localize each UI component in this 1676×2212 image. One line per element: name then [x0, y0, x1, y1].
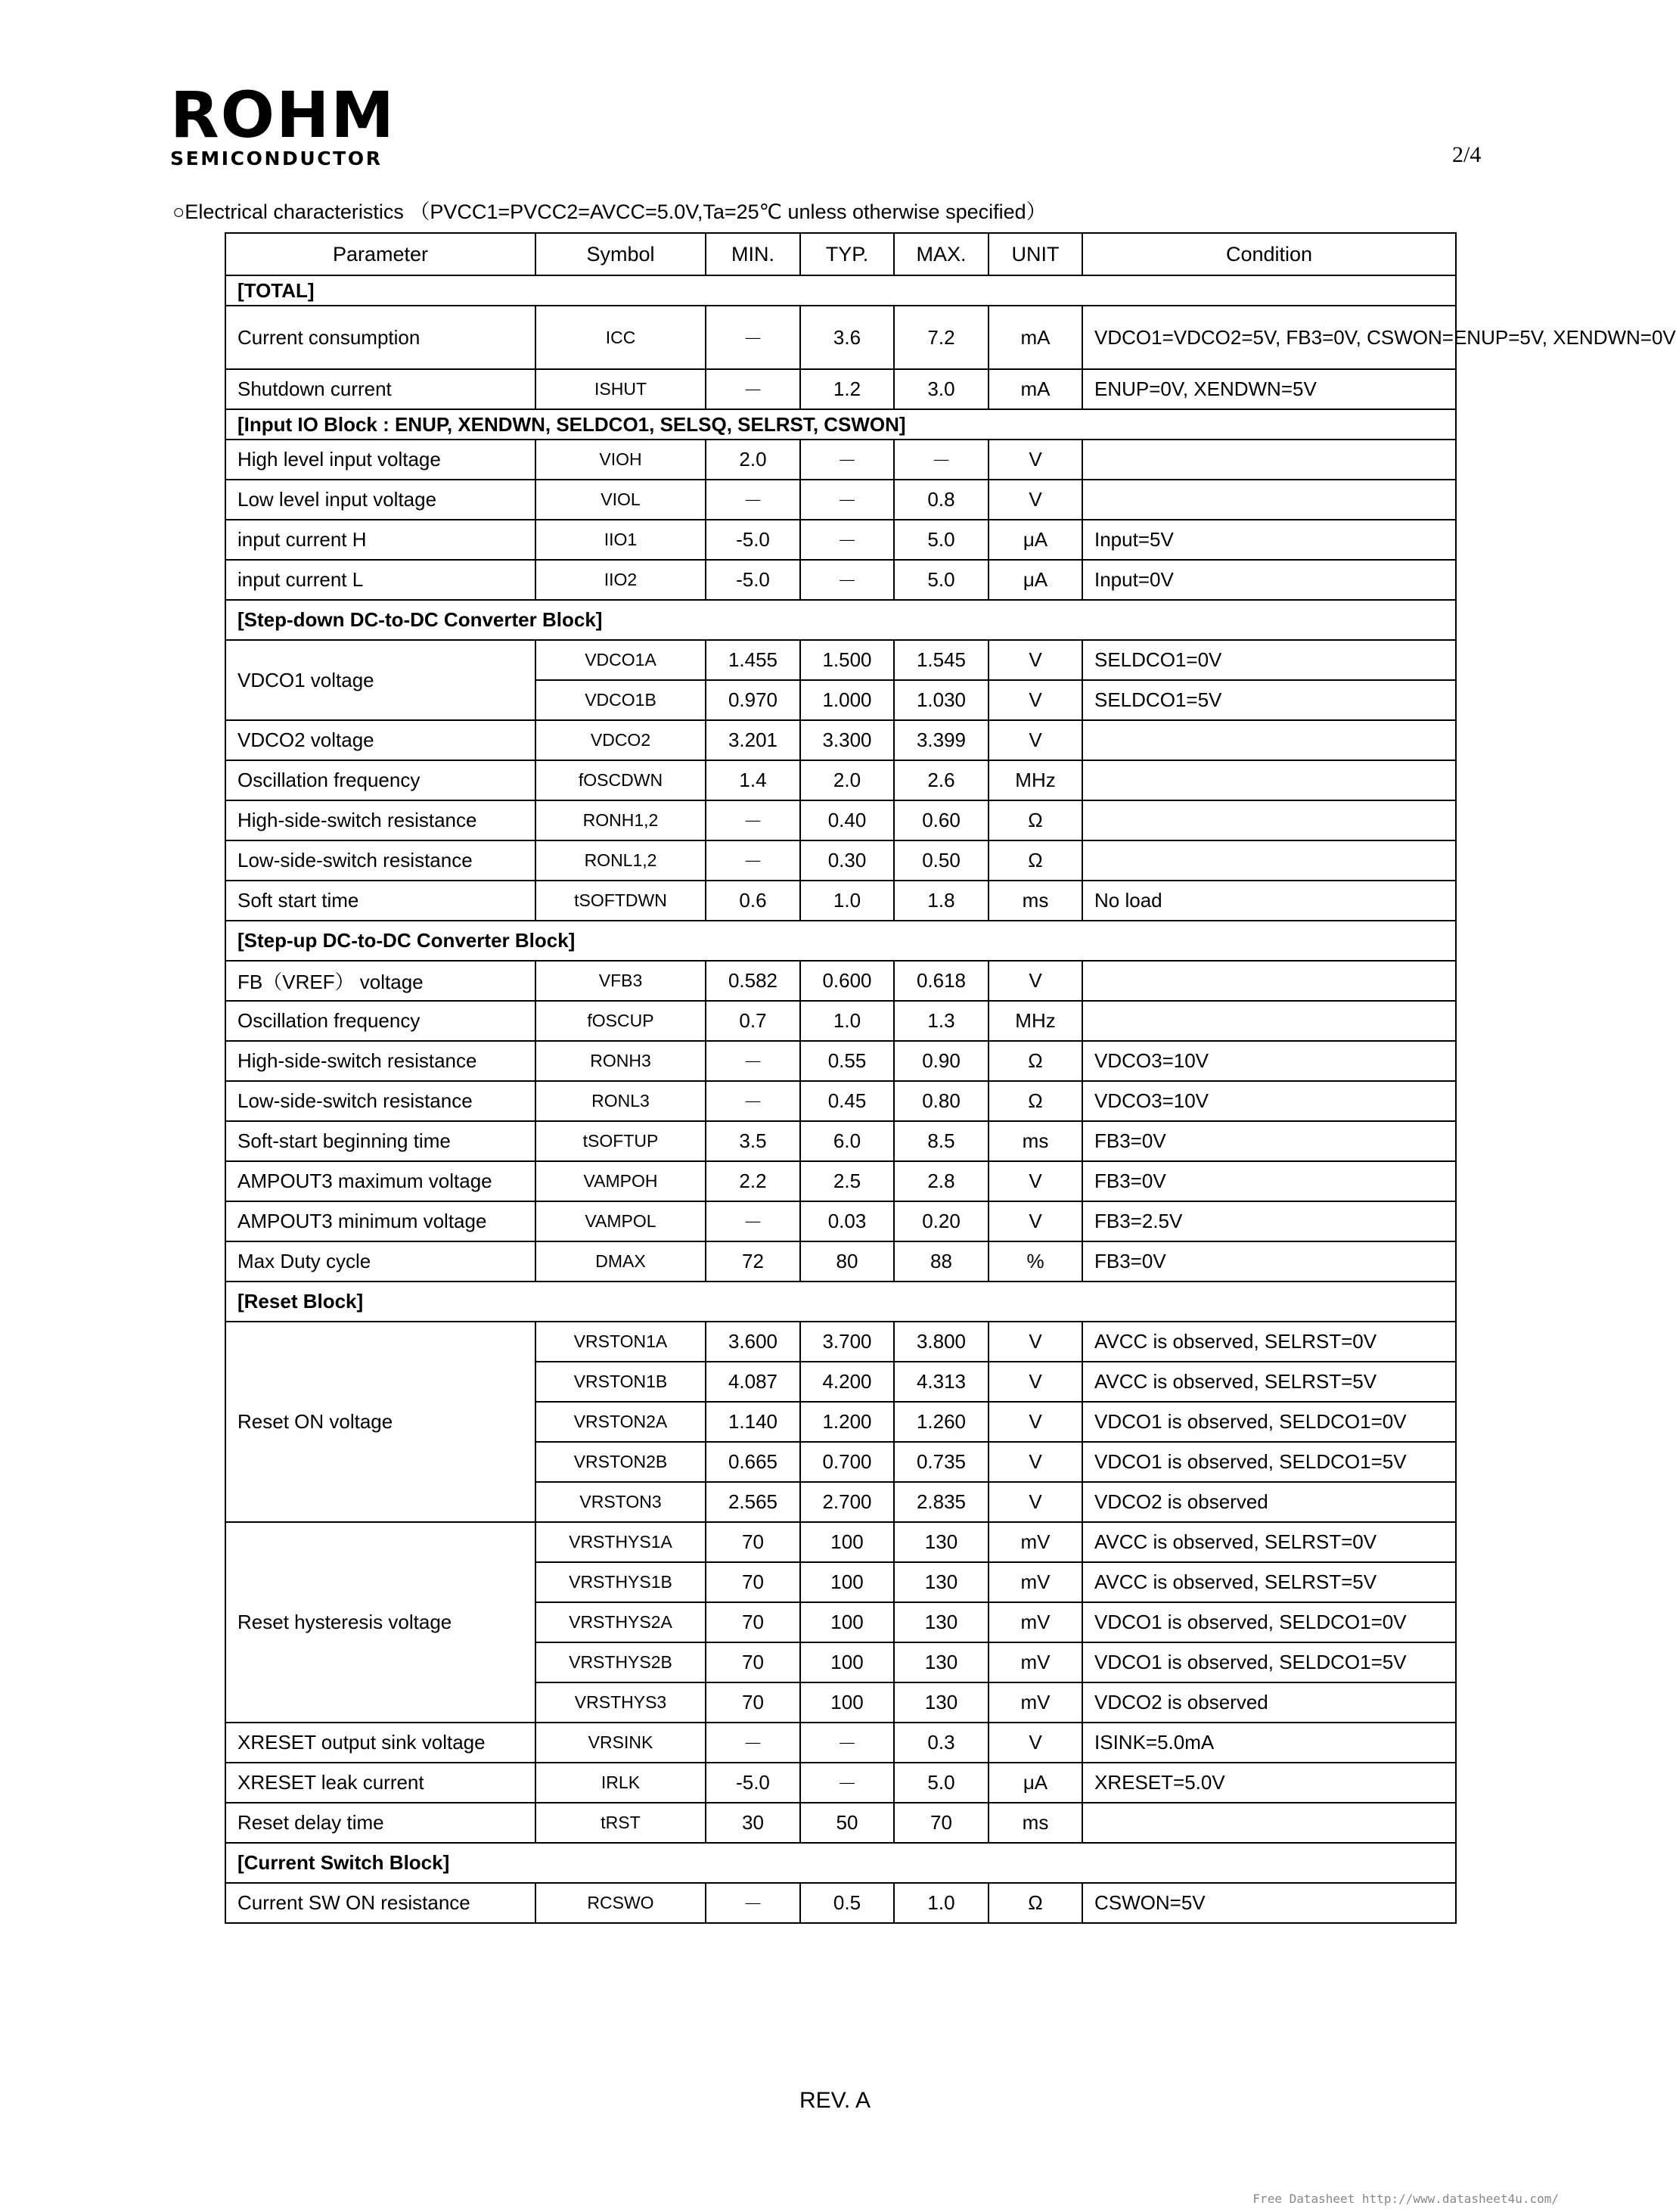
max-cell: 0.8 — [894, 480, 989, 520]
min-cell: 2.2 — [706, 1161, 800, 1201]
condition-cell: ENUP=0V, XENDWN=5V — [1082, 369, 1456, 409]
condition-cell: Input=0V — [1082, 560, 1456, 600]
condition-cell: FB3=2.5V — [1082, 1201, 1456, 1241]
typ-cell: 3.300 — [800, 720, 894, 760]
typ-cell: － — [800, 520, 894, 560]
max-cell: 0.90 — [894, 1041, 989, 1081]
symbol-cell: VDCO1A — [535, 640, 706, 680]
unit-cell: mA — [989, 369, 1082, 409]
condition-cell: FB3=0V — [1082, 1121, 1456, 1161]
unit-cell: mV — [989, 1642, 1082, 1682]
symbol-cell: RCSWO — [535, 1883, 706, 1923]
table-row — [225, 520, 1456, 560]
typ-cell: 3.700 — [800, 1322, 894, 1362]
min-cell: 4.087 — [706, 1362, 800, 1402]
condition-cell: AVCC is observed, SELRST=5V — [1082, 1362, 1456, 1402]
typ-cell: － — [800, 1723, 894, 1763]
typ-cell: 0.700 — [800, 1442, 894, 1482]
min-cell: － — [706, 1041, 800, 1081]
parameter-cell: Current consumption — [225, 306, 535, 369]
parameter-cell: XRESET leak current — [225, 1763, 535, 1803]
condition-cell: FB3=0V — [1082, 1241, 1456, 1282]
typ-cell: 0.45 — [800, 1081, 894, 1121]
table-row — [225, 640, 1456, 680]
max-cell: 88 — [894, 1241, 989, 1282]
condition-cell: VDCO2 is observed — [1082, 1482, 1456, 1522]
max-cell: 4.313 — [894, 1362, 989, 1402]
revision-label: REV. A — [799, 2088, 871, 2113]
parameter-cell: High level input voltage — [225, 440, 535, 480]
unit-cell: V — [989, 1723, 1082, 1763]
max-cell: 70 — [894, 1803, 989, 1843]
typ-cell: 0.40 — [800, 800, 894, 840]
unit-cell: MHz — [989, 1001, 1082, 1041]
column-header-condition: Condition — [1082, 233, 1456, 275]
max-cell: 2.6 — [894, 760, 989, 800]
typ-cell: 0.55 — [800, 1041, 894, 1081]
condition-cell: SELDCO1=5V — [1082, 680, 1456, 720]
typ-cell: 100 — [800, 1522, 894, 1562]
min-cell: 70 — [706, 1682, 800, 1723]
parameter-cell: Oscillation frequency — [225, 1001, 535, 1041]
parameter-cell: Reset hysteresis voltage — [225, 1522, 535, 1723]
table-row — [225, 800, 1456, 840]
typ-cell: － — [800, 440, 894, 480]
min-cell: － — [706, 1883, 800, 1923]
table-row — [225, 480, 1456, 520]
min-cell: 70 — [706, 1522, 800, 1562]
parameter-cell: Current SW ON resistance — [225, 1883, 535, 1923]
condition-cell: No load — [1082, 881, 1456, 921]
min-cell: － — [706, 1723, 800, 1763]
typ-cell: 50 — [800, 1803, 894, 1843]
condition-cell: AVCC is observed, SELRST=5V — [1082, 1562, 1456, 1602]
electrical-characteristics-table — [225, 232, 1676, 1924]
table-row — [225, 881, 1456, 921]
max-cell: 5.0 — [894, 520, 989, 560]
section-row — [225, 275, 1456, 306]
max-cell: 5.0 — [894, 560, 989, 600]
unit-cell: V — [989, 1442, 1082, 1482]
symbol-cell: VRSTON2B — [535, 1442, 706, 1482]
condition-cell: CSWON=5V — [1082, 1883, 1456, 1923]
column-header-symbol: Symbol — [535, 233, 706, 275]
table-row — [225, 1161, 1456, 1201]
max-cell: 3.0 — [894, 369, 989, 409]
table-row — [225, 1322, 1456, 1362]
min-cell: 0.970 — [706, 680, 800, 720]
symbol-cell: VRSINK — [535, 1723, 706, 1763]
condition-cell: ISINK=5.0mA — [1082, 1723, 1456, 1763]
table-row — [225, 1081, 1456, 1121]
min-cell: 0.7 — [706, 1001, 800, 1041]
symbol-cell: VRSTHYS2B — [535, 1642, 706, 1682]
symbol-cell: VRSTHYS3 — [535, 1682, 706, 1723]
typ-cell: 100 — [800, 1562, 894, 1602]
table-row — [225, 1723, 1456, 1763]
rohm-logo — [170, 78, 396, 169]
column-header-unit: UNIT — [989, 233, 1082, 275]
condition-cell — [1082, 760, 1456, 800]
parameter-cell: High-side-switch resistance — [225, 1041, 535, 1081]
table-row — [225, 1001, 1456, 1041]
max-cell: 130 — [894, 1682, 989, 1723]
min-cell: 3.600 — [706, 1322, 800, 1362]
symbol-cell: VRSTON1B — [535, 1362, 706, 1402]
condition-cell: VDCO1 is observed, SELDCO1=5V — [1082, 1442, 1456, 1482]
table-row — [225, 440, 1456, 480]
max-cell: 2.8 — [894, 1161, 989, 1201]
symbol-cell: VRSTON2A — [535, 1402, 706, 1442]
parameter-cell: High-side-switch resistance — [225, 800, 535, 840]
section-title: [TOTAL] — [225, 275, 1456, 306]
condition-cell: VDCO1 is observed, SELDCO1=5V — [1082, 1642, 1456, 1682]
unit-cell: μA — [989, 520, 1082, 560]
condition-cell: AVCC is observed, SELRST=0V — [1082, 1522, 1456, 1562]
typ-cell: 6.0 — [800, 1121, 894, 1161]
max-cell: 1.0 — [894, 1883, 989, 1923]
condition-cell — [1082, 440, 1456, 480]
unit-cell: Ω — [989, 1883, 1082, 1923]
condition-cell — [1082, 720, 1456, 760]
parameter-cell: Max Duty cycle — [225, 1241, 535, 1282]
max-cell: 0.20 — [894, 1201, 989, 1241]
condition-cell: VDCO1 is observed, SELDCO1=0V — [1082, 1602, 1456, 1642]
parameter-cell: FB（VREF） voltage — [225, 961, 535, 1001]
condition-cell: VDCO2 is observed — [1082, 1682, 1456, 1723]
parameter-cell: input current L — [225, 560, 535, 600]
parameter-cell: Low-side-switch resistance — [225, 1081, 535, 1121]
symbol-cell: tSOFTUP — [535, 1121, 706, 1161]
max-cell: 0.50 — [894, 840, 989, 881]
unit-cell: V — [989, 440, 1082, 480]
unit-cell: ms — [989, 1803, 1082, 1843]
min-cell: 72 — [706, 1241, 800, 1282]
max-cell: 1.030 — [894, 680, 989, 720]
max-cell: 0.618 — [894, 961, 989, 1001]
unit-cell: MHz — [989, 760, 1082, 800]
symbol-cell: VFB3 — [535, 961, 706, 1001]
symbol-cell: RONL1,2 — [535, 840, 706, 881]
parameter-cell: AMPOUT3 maximum voltage — [225, 1161, 535, 1201]
parameter-cell: Reset delay time — [225, 1803, 535, 1843]
condition-cell: XRESET=5.0V — [1082, 1763, 1456, 1803]
max-cell: 0.80 — [894, 1081, 989, 1121]
min-cell: － — [706, 1201, 800, 1241]
typ-cell: 100 — [800, 1642, 894, 1682]
parameter-cell: VDCO2 voltage — [225, 720, 535, 760]
typ-cell: － — [800, 1763, 894, 1803]
parameter-cell: input current H — [225, 520, 535, 560]
max-cell: 0.735 — [894, 1442, 989, 1482]
min-cell: － — [706, 306, 800, 369]
unit-cell: V — [989, 640, 1082, 680]
symbol-cell: VRSTON1A — [535, 1322, 706, 1362]
symbol-cell: RONH1,2 — [535, 800, 706, 840]
max-cell: 130 — [894, 1602, 989, 1642]
max-cell: 2.835 — [894, 1482, 989, 1522]
typ-cell: － — [800, 480, 894, 520]
table-row — [225, 1763, 1456, 1803]
typ-cell: 0.600 — [800, 961, 894, 1001]
typ-cell: 100 — [800, 1602, 894, 1642]
min-cell: 0.665 — [706, 1442, 800, 1482]
min-cell: -5.0 — [706, 560, 800, 600]
section-row — [225, 921, 1456, 961]
unit-cell: V — [989, 1402, 1082, 1442]
condition-cell — [1082, 800, 1456, 840]
table-row — [225, 560, 1456, 600]
source-watermark: Free Datasheet http://www.datasheet4u.com/ — [1252, 2192, 1559, 2206]
typ-cell: 100 — [800, 1682, 894, 1723]
header-row — [225, 233, 1456, 275]
parameter-cell: Low-side-switch resistance — [225, 840, 535, 881]
symbol-cell: ICC — [535, 306, 706, 369]
min-cell: － — [706, 840, 800, 881]
column-header-max: MAX. — [894, 233, 989, 275]
typ-cell: － — [800, 560, 894, 600]
typ-cell: 80 — [800, 1241, 894, 1282]
symbol-cell: tSOFTDWN — [535, 881, 706, 921]
max-cell: 7.2 — [894, 306, 989, 369]
condition-cell — [1082, 480, 1456, 520]
section-row — [225, 1282, 1456, 1322]
typ-cell: 2.5 — [800, 1161, 894, 1201]
table-row — [225, 1201, 1456, 1241]
section-row — [225, 409, 1456, 440]
condition-cell: VDCO3=10V — [1082, 1041, 1456, 1081]
symbol-cell: RONL3 — [535, 1081, 706, 1121]
condition-cell: VDCO3=10V — [1082, 1081, 1456, 1121]
column-header-typ: TYP. — [800, 233, 894, 275]
max-cell: 0.60 — [894, 800, 989, 840]
unit-cell: μA — [989, 560, 1082, 600]
typ-cell: 4.200 — [800, 1362, 894, 1402]
symbol-cell: ISHUT — [535, 369, 706, 409]
max-cell: 1.3 — [894, 1001, 989, 1041]
unit-cell: V — [989, 1322, 1082, 1362]
unit-cell: V — [989, 720, 1082, 760]
table-row — [225, 1803, 1456, 1843]
symbol-cell: VAMPOL — [535, 1201, 706, 1241]
condition-cell: VDCO1=VDCO2=5V, FB3=0V, CSWON=ENUP=5V, XENDWN=0V — [1082, 306, 1456, 369]
min-cell: 70 — [706, 1602, 800, 1642]
parameter-cell: XRESET output sink voltage — [225, 1723, 535, 1763]
typ-cell: 0.30 — [800, 840, 894, 881]
condition-cell: VDCO1 is observed, SELDCO1=0V — [1082, 1402, 1456, 1442]
table-row — [225, 760, 1456, 800]
symbol-cell: VIOL — [535, 480, 706, 520]
condition-cell: AVCC is observed, SELRST=0V — [1082, 1322, 1456, 1362]
section-heading: ○Electrical characteristics （PVCC1=PVCC2=AVCC=5.0V,Ta=25℃ unless otherwise specified） — [172, 200, 1047, 223]
unit-cell: V — [989, 1482, 1082, 1522]
typ-cell: 1.000 — [800, 680, 894, 720]
symbol-cell: fOSCUP — [535, 1001, 706, 1041]
min-cell: － — [706, 369, 800, 409]
min-cell: 30 — [706, 1803, 800, 1843]
condition-cell: FB3=0V — [1082, 1161, 1456, 1201]
min-cell: -5.0 — [706, 1763, 800, 1803]
section-row — [225, 600, 1456, 640]
condition-cell: SELDCO1=0V — [1082, 640, 1456, 680]
unit-cell: mV — [989, 1522, 1082, 1562]
parameter-cell: Soft-start beginning time — [225, 1121, 535, 1161]
max-cell: － — [894, 440, 989, 480]
section-title: [Step-down DC-to-DC Converter Block] — [225, 600, 1456, 640]
min-cell: -5.0 — [706, 520, 800, 560]
min-cell: － — [706, 800, 800, 840]
unit-cell: ms — [989, 881, 1082, 921]
symbol-cell: fOSCDWN — [535, 760, 706, 800]
min-cell: 70 — [706, 1562, 800, 1602]
symbol-cell: IRLK — [535, 1763, 706, 1803]
min-cell: 1.140 — [706, 1402, 800, 1442]
table-row — [225, 1241, 1456, 1282]
symbol-cell: RONH3 — [535, 1041, 706, 1081]
typ-cell: 3.6 — [800, 306, 894, 369]
max-cell: 1.545 — [894, 640, 989, 680]
symbol-cell: IIO2 — [535, 560, 706, 600]
min-cell: － — [706, 1081, 800, 1121]
table-row — [225, 1883, 1456, 1923]
unit-cell: mV — [989, 1602, 1082, 1642]
typ-cell: 0.5 — [800, 1883, 894, 1923]
symbol-cell: VDCO1B — [535, 680, 706, 720]
min-cell: 3.201 — [706, 720, 800, 760]
min-cell: 2.0 — [706, 440, 800, 480]
max-cell: 0.3 — [894, 1723, 989, 1763]
section-title: [Input IO Block : ENUP, XENDWN, SELDCO1, SELSQ, SELRST, CSWON] — [225, 409, 1456, 440]
unit-cell: Ω — [989, 800, 1082, 840]
unit-cell: mA — [989, 306, 1082, 369]
column-header-parameter: Parameter — [225, 233, 535, 275]
unit-cell: Ω — [989, 840, 1082, 881]
symbol-cell: VAMPOH — [535, 1161, 706, 1201]
parameter-cell: AMPOUT3 minimum voltage — [225, 1201, 535, 1241]
unit-cell: V — [989, 1201, 1082, 1241]
section-title: [Reset Block] — [225, 1282, 1456, 1322]
max-cell: 5.0 — [894, 1763, 989, 1803]
condition-cell — [1082, 1803, 1456, 1843]
table-row — [225, 1522, 1456, 1562]
page-number: 2/4 — [1452, 142, 1482, 167]
max-cell: 1.8 — [894, 881, 989, 921]
typ-cell: 1.2 — [800, 369, 894, 409]
symbol-cell: VDCO2 — [535, 720, 706, 760]
min-cell: 0.6 — [706, 881, 800, 921]
max-cell: 1.260 — [894, 1402, 989, 1442]
parameter-cell: Soft start time — [225, 881, 535, 921]
max-cell: 130 — [894, 1642, 989, 1682]
symbol-cell: tRST — [535, 1803, 706, 1843]
min-cell: 1.4 — [706, 760, 800, 800]
table-row — [225, 1041, 1456, 1081]
min-cell: 1.455 — [706, 640, 800, 680]
unit-cell: V — [989, 1362, 1082, 1402]
symbol-cell: IIO1 — [535, 520, 706, 560]
max-cell: 130 — [894, 1562, 989, 1602]
table-row — [225, 1121, 1456, 1161]
typ-cell: 1.0 — [800, 1001, 894, 1041]
min-cell: 0.582 — [706, 961, 800, 1001]
unit-cell: V — [989, 1161, 1082, 1201]
parameter-cell: VDCO1 voltage — [225, 640, 535, 720]
condition-cell — [1082, 840, 1456, 881]
section-title: [Step-up DC-to-DC Converter Block] — [225, 921, 1456, 961]
table-row — [225, 961, 1456, 1001]
symbol-cell: DMAX — [535, 1241, 706, 1282]
section-row — [225, 1843, 1456, 1883]
logo-sub-text: SEMICONDUCTOR — [170, 148, 383, 169]
max-cell: 130 — [894, 1522, 989, 1562]
min-cell: 3.5 — [706, 1121, 800, 1161]
max-cell: 3.399 — [894, 720, 989, 760]
parameter-cell: Reset ON voltage — [225, 1322, 535, 1522]
table-row — [225, 369, 1456, 409]
condition-cell — [1082, 1001, 1456, 1041]
symbol-cell: VRSTON3 — [535, 1482, 706, 1522]
typ-cell: 1.200 — [800, 1402, 894, 1442]
unit-cell: % — [989, 1241, 1082, 1282]
min-cell: － — [706, 480, 800, 520]
unit-cell: μA — [989, 1763, 1082, 1803]
condition-cell — [1082, 961, 1456, 1001]
unit-cell: V — [989, 480, 1082, 520]
parameter-cell: Low level input voltage — [225, 480, 535, 520]
typ-cell: 2.0 — [800, 760, 894, 800]
table-row — [225, 720, 1456, 760]
logo-main-text: ROHM — [170, 78, 396, 152]
typ-cell: 1.0 — [800, 881, 894, 921]
unit-cell: mV — [989, 1562, 1082, 1602]
typ-cell: 0.03 — [800, 1201, 894, 1241]
symbol-cell: VRSTHYS2A — [535, 1602, 706, 1642]
typ-cell: 1.500 — [800, 640, 894, 680]
unit-cell: Ω — [989, 1081, 1082, 1121]
unit-cell: V — [989, 961, 1082, 1001]
table-row — [225, 306, 1456, 369]
parameter-cell: Oscillation frequency — [225, 760, 535, 800]
min-cell: 70 — [706, 1642, 800, 1682]
min-cell: 2.565 — [706, 1482, 800, 1522]
symbol-cell: VIOH — [535, 440, 706, 480]
unit-cell: Ω — [989, 1041, 1082, 1081]
unit-cell: V — [989, 680, 1082, 720]
unit-cell: mV — [989, 1682, 1082, 1723]
symbol-cell: VRSTHYS1A — [535, 1522, 706, 1562]
max-cell: 8.5 — [894, 1121, 989, 1161]
parameter-cell: Shutdown current — [225, 369, 535, 409]
max-cell: 3.800 — [894, 1322, 989, 1362]
unit-cell: ms — [989, 1121, 1082, 1161]
typ-cell: 2.700 — [800, 1482, 894, 1522]
column-header-min: MIN. — [706, 233, 800, 275]
table-row — [225, 840, 1456, 881]
section-title: [Current Switch Block] — [225, 1843, 1456, 1883]
condition-cell: Input=5V — [1082, 520, 1456, 560]
symbol-cell: VRSTHYS1B — [535, 1562, 706, 1602]
